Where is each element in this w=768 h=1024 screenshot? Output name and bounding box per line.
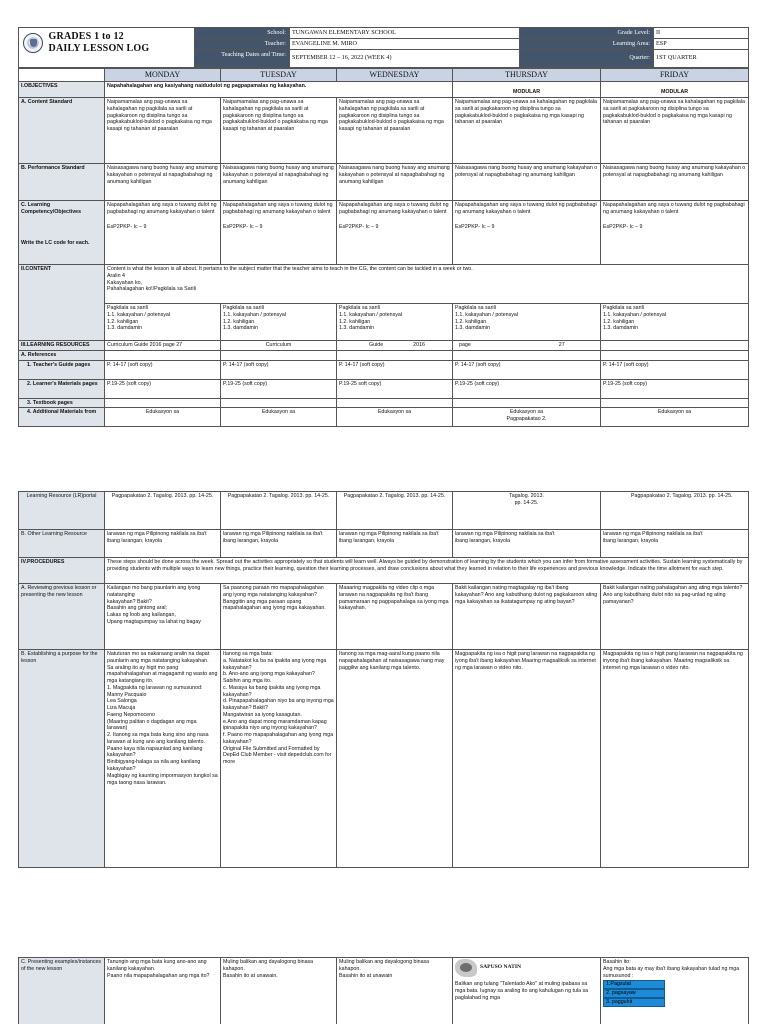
- tg-fri: P. 14-17 (soft copy): [601, 360, 749, 379]
- references-tue: [221, 350, 337, 360]
- references-wed: [337, 350, 453, 360]
- day-monday: MONDAY: [105, 68, 221, 81]
- content-label: II.CONTENT: [19, 265, 105, 341]
- am-tue: Edukasyon sa: [221, 408, 337, 427]
- dates-label: Teaching Dates and Time:: [195, 49, 290, 67]
- school-label: School:: [195, 28, 290, 39]
- purpose-fri: Magpapakita ng isa o higit pang larawan na nagpapakita ng inyong iba't ibang kakayahan. Maaring magsaliksik sa internet ng mga larawan o video nito.: [601, 650, 749, 868]
- deped-seal-icon: [23, 33, 43, 53]
- sapuso-natin-label: SAPUSO NATIN: [480, 964, 522, 971]
- quarter-value: 1ST QUARTER: [654, 49, 749, 67]
- day-tuesday: TUESDAY: [221, 68, 337, 81]
- performance-standard-mon: Naisasagawa nang buong husay ang anumang kakayahan o potensyal at napagbabahagi ng anumang kahiligan: [105, 164, 221, 201]
- cg-guide: Guide: [369, 342, 384, 349]
- teacher-label: Teacher:: [195, 38, 290, 49]
- talent-list: [603, 980, 665, 1007]
- textbook-label: 3. Textbook pages: [19, 398, 105, 408]
- header-table: [18, 27, 749, 68]
- modular-friday: MODULAR: [601, 82, 749, 98]
- performance-standard-label: B. Performance Standard: [19, 164, 105, 201]
- references-fri: [601, 350, 749, 360]
- tg-wed: P. 14-17 (soft copy): [337, 360, 453, 379]
- area-value: ESP: [654, 38, 749, 49]
- textbook-mon: [105, 398, 221, 408]
- am-fri: Edukasyon sa: [601, 408, 749, 427]
- purpose-mon: Natuturan mo sa nakaraang aralin na dapat paunlarin ang mga natatanging kakayahan. Sa araling ito ay higit mo pang mapahahalagahan at magagamit ng wasto ang mga katangiang ito. 1. Magpakita ng larawan ng sumusunod: Manny Pacquaio Lea Salonga Liza Macuja Faeng Nepomoceno (Maaring palitan o dagdagan ang mga larawan) 2. Itanong sa mga bata kung sino ang nasa larawan at kung ano ang kanilang talento. Paano kaya nila napaunlad ang kanilang kakayahan? Binibigyang-halaga sa nila ang kanilang kakayahan? Magbigay ng kaunting impormasyon tungkol sa mga taong nasa larawan.: [105, 650, 221, 868]
- lr-portal-label: Learning Resource (LR)portal: [19, 492, 105, 530]
- content-tue: Pagkilala sa sarili 1.1. kakayahan / potensyal 1.2. kahiligan 1.3. damdamin: [221, 304, 337, 341]
- competency-wed: [337, 201, 453, 265]
- tg-thu: P. 14-17 (soft copy): [453, 360, 601, 379]
- cg-tue: Curriculum: [221, 341, 337, 351]
- title-block: [19, 28, 195, 68]
- other-resource-label: B. Other Learning Resource: [19, 530, 105, 558]
- lesson-log-block-2: [18, 491, 748, 868]
- content-standard-wed: Naipamamalas ang pag-unawa sa kahalagahan ng pagkilala sa sarili at pagkakaroon ng disiplina tungo sa pagkakabuklod-buklod o pagkakaisa ng mga kasapi ng tahanan at paaralan: [337, 98, 453, 164]
- tg-label: 1. Teacher's Guide pages: [19, 360, 105, 379]
- competency-text: Napapahalagahan ang saya o tuwang dulot ng pagbabahagi ng anumang kakayahan o talent: [107, 202, 217, 215]
- competency-mon: [105, 201, 221, 265]
- am-mon: Edukasyon sa: [105, 408, 221, 427]
- lesson-log-block-3: [18, 957, 748, 1024]
- content-standard-label: A. Content Standard: [19, 98, 105, 164]
- presenting-mon: Tanungin ang mga bata kung ano-ano ang kanilang kakayahan. Paano nila mapapahalagahan ang mga ito?: [105, 958, 221, 1024]
- modular-thursday: MODULAR: [453, 82, 601, 98]
- cg-page: page: [459, 342, 471, 349]
- competency-tue: [221, 201, 337, 265]
- references-thu: [453, 350, 601, 360]
- talent-item: 2. pagsayaw: [603, 989, 665, 998]
- portal-thu: Tagalog. 2013. pp. 14-25.: [453, 492, 601, 530]
- objectives-text: Napahahalagahan ang kasiyahang naidudulot ng pagpapamalas ng kakayahan.: [105, 82, 453, 98]
- lc-code: EsP2PKP- Ic – 9: [603, 223, 643, 230]
- quarter-label: Quarter:: [520, 49, 654, 67]
- competency-fri: [601, 201, 749, 265]
- lm-thu: P.19-25 (soft copy): [453, 379, 601, 398]
- reviewing-wed: Maaaring magpakita ng video clip o mga larawan na nagpapakita ng iba't ibang pamamaraan ng pagpapahalaga sa iyong mga kakayahan.: [337, 584, 453, 650]
- competency-text: Napapahalagahan ang saya o tuwang dulot ng pagbabahagi ng anumang kakayahan o talent: [339, 202, 449, 215]
- portal-wed: Pagpapakatao 2. Tagalog. 2013. pp. 14-25.: [337, 492, 453, 530]
- cg-page-num: 27: [558, 342, 565, 349]
- lesson-table-1: [18, 68, 749, 428]
- cg-mon: Curriculum Guide 2016 page 27: [105, 341, 221, 351]
- content-fri: Pagkilala sa sarili 1.1. kakayahan / potensyal 1.2. kahiligan 1.3. damdamin: [601, 304, 749, 341]
- references-label: A. References: [19, 350, 105, 360]
- reviewing-thu: Bakit kailangan nating magtagalay ng iba't ibang kakayahan? Ano ang kabutihang dulot ng pagkakaroon ating mga kakayahan sa ikatatagumpay ng ating bayan?: [453, 584, 601, 650]
- other-tue: larawan ng mga Pilipinong nakilala sa iba't ibang larangan, krayola: [221, 530, 337, 558]
- lc-code: EsP2PKP- Ic – 9: [223, 223, 263, 230]
- lm-fri: P.19-25 (soft copy): [601, 379, 749, 398]
- portal-fri: Pagpapakatao 2. Tagalog. 2013. pp. 14-25.: [601, 492, 749, 530]
- am-thu: Edukasyon sa Pagpapakatao 2.: [453, 408, 601, 427]
- purpose-thu: Magpapakita ng isa o higit pang larawan na nagpapakita ng iyong iba't ibang kakayahan.Maaring magsaliksik sa internet ng mga larawan o video nito.: [453, 650, 601, 868]
- school-value: TUNGAWAN ELEMENTARY SCHOOL: [290, 28, 520, 39]
- content-standard-thu: Naipamamalas ang pag-unawa sa kahalagahan ng pagkilala sa sarili at pagkakaroon ng disiplina tungo sa pagkakabuklod-buklod o pagkakaisa ng mga kasapi ng tahanan at paaralan: [453, 98, 601, 164]
- competency-text: Napapahalagahan ang saya o tuwang dulot ng pagbabahagi ng anumang kakayahan o talent: [223, 202, 333, 215]
- performance-standard-tue: Naisasagawa nang buong husay ang anumang kakayahan o potensyal at napagbabahagi ng anumang kahiligan: [221, 164, 337, 201]
- lesson-table-3: [18, 957, 749, 1024]
- presenting-fri-text: Basahin ito: Ang mga bata ay may iba't ibang kakayahan tulad ng mga sumusunod :: [603, 959, 740, 979]
- textbook-thu: [453, 398, 601, 408]
- reviewing-label: A. Reviewing previous lesson or presenting the new lesson: [19, 584, 105, 650]
- content-intro: Content is what the lesson is all about. It pertains to the subject matter that the teacher aims to teach in the CG, the content can be tackled in a week or two.: [107, 266, 473, 273]
- teacher-value: EVANGELINE M. MIRO: [290, 38, 520, 49]
- cg-year: 2016: [413, 342, 425, 349]
- additional-materials-label: 4. Additional Materials from: [19, 408, 105, 427]
- content-wed: Pagkilala sa sarili 1.1. kakayahan / potensyal 1.2. kahiligan 1.3. damdamin: [337, 304, 453, 341]
- purpose-tue: Itanong sa mga bata: a. Natatakot ka ba na ipakita ang iyong mga kakayahan? b. Ano-ano ang iyong mga kakayahan? Sabihin ang mga ito. c. Masaya ka bang ipakita ang iyong mga kakayahan? d. Pinapapahalagahan niyo ba ang inyong mga kakayahan? Bakit? Mangatwiran sa iyong kasagutan. e.Ano ang dapat mong maramdaman kapag ipinapakita niyo ang inyong kakayahan? f. Paano mo mapapahalagahan ang iyong mga kakayahan? Original File Submitted and Formatted by DepEd Club Member - visit depedclub.com for more: [221, 650, 337, 868]
- other-thu: larawan ng mga Pilipinong nakilala sa iba't ibang larangan, krayola: [453, 530, 601, 558]
- other-fri: larawan ng mga Pilipinong nakilala sa iba't ibang larangan, krayola: [601, 530, 749, 558]
- content-standard-tue: Naipamamalas ang pag-unawa sa kahalagahan ng pagkilala sa sarili at pagkakaroon ng disiplina tungo sa pagkakabuklod-buklod o pagkakaisa ng mga kasapi ng tahanan at paaralan: [221, 98, 337, 164]
- lc-code: EsP2PKP- Ic – 9: [339, 223, 379, 230]
- talent-item: 1.Pagsulat: [603, 980, 665, 989]
- portal-mon: Pagpapakatao 2. Tagalog. 2013. pp. 14-25.: [105, 492, 221, 530]
- reviewing-mon: Kailangan mo bang paunlarin ang iyong natatanging kakayahan? Bakit? Basahin ang gintong aral: Lakas ng loob ang kailangan, Upang magtagumpay sa lahat ng bagay: [105, 584, 221, 650]
- resources-label: III.LEARNING RESOURCES: [19, 341, 105, 351]
- portal-tue: Pagpapakatao 2. Tagalog. 2013. pp. 14-25.: [221, 492, 337, 530]
- title-daily-lesson-log: DAILY LESSON LOG: [48, 43, 150, 54]
- day-friday: FRIDAY: [601, 68, 749, 81]
- presenting-fri: [601, 958, 749, 1024]
- presenting-thu: [453, 958, 601, 1024]
- content-aralin: Aralin 4 Kakayahan ko, Pahahalagahan ko!/Pagkilala sa Sarili: [107, 272, 196, 293]
- content-standard-fri: Naipamamalas ang pag-unawa sa kahalagahan ng pagkilala sa sarili at pagkakaroon ng disiplina tungo sa pagkakabuklod-buklod o pagkakaisa ng mga kasapi ng tahanan at paaralan: [601, 98, 749, 164]
- other-mon: larawan ng mga Pilipinong nakilala sa iba't ibang larangan, krayola: [105, 530, 221, 558]
- content-thu: Pagkilala sa sarili 1.1. kakayahan / potensyal 1.2. kahiligan 1.3. damdamin: [453, 304, 601, 341]
- competency-text: Napapahalagahan ang saya o tuwang dulot ng pagbabahagi ng anumang kakayahan o talent: [603, 202, 745, 215]
- grade-value: II: [654, 28, 749, 39]
- heart-hands-icon: [455, 959, 477, 977]
- performance-standard-wed: Naisasagawa nang buong husay ang anumang kakayahan o potensyal at napagbabahagi ng anumang kahiligan: [337, 164, 453, 201]
- lm-mon: P.19-25 (soft copy): [105, 379, 221, 398]
- competency-label: C. Learning Competency/Objectives: [21, 202, 82, 215]
- reviewing-fri: Bakit kailangan nating pahalagahan ang ating mga talento? Ano ang kabutihang dulot nito sa pag-unlad ng ating pamayanan?: [601, 584, 749, 650]
- procedures-text: These steps should be done across the week. Spread out the activities appropriately so that students will learn well. Always be guided by demonstration of learning by the students which you can infer from formative assessment activities. Sustain learning systematically by providing students with multiple ways to learn new things, practice their learning, question their learning processes, and draw conclusions about what they learned in relation to their life experiences and previous knowledge. Indicate the time allotment for each step.: [105, 558, 749, 584]
- references-mon: [105, 350, 221, 360]
- day-wednesday: WEDNESDAY: [337, 68, 453, 81]
- lc-code: EsP2PKP- Ic – 9: [107, 223, 147, 230]
- talent-item: 3. pagguhit: [603, 998, 665, 1007]
- dates-value: SEPTEMBER 12 – 16, 2022 (WEEK 4): [290, 49, 520, 67]
- content-standard-mon: Naipamamalas ang pag-unawa sa kahalagahan ng pagkilala sa sarili at pagkakaroon ng disiplina tungo sa pagkakabuklod-buklod o pagkakaisa ng mga kasapi ng tahanan at paaralan: [105, 98, 221, 164]
- cg-thu: [453, 341, 601, 351]
- presenting-thu-text: Balikan ang tulang "Talentado Ako" at muling ipabasa sa mga bata. Iugnay sa araling ito ang kahulugan ng tula sa paglalahad ng mga: [455, 981, 589, 1001]
- presenting-tue: Muling balikan ang dayalogong binasa kahapon. Basahin ito at unawain.: [221, 958, 337, 1024]
- textbook-wed: [337, 398, 453, 408]
- performance-standard-fri: Naisasagawa nang buong husay ang anumang kakayahan o potensyal at napagbabahagi ng anumang kahiligan: [601, 164, 749, 201]
- lm-wed: P.19-25 soft copy): [337, 379, 453, 398]
- area-label: Learning Area:: [520, 38, 654, 49]
- textbook-fri: [601, 398, 749, 408]
- purpose-wed: Itanong sa mga mag-aaral kung paano nila napapahalagahan at naisasagawa nang may paggiliw ang kanilang mga talento.: [337, 650, 453, 868]
- cg-wed: [337, 341, 453, 351]
- lc-code: EsP2PKP- Ic – 9: [455, 223, 495, 230]
- lesson-log-block-1: [18, 27, 748, 427]
- title-grades: GRADES 1 to 12: [48, 31, 124, 42]
- grade-label: Grade Level:: [520, 28, 654, 39]
- textbook-tue: [221, 398, 337, 408]
- competency-thu: [453, 201, 601, 265]
- lc-code-note: Write the LC code for each.: [21, 239, 90, 246]
- am-wed: Edukasyon sa: [337, 408, 453, 427]
- competency-text: Napapahalagahan ang saya o tuwang dulot ng pagbabahagi ng anumang kakayahan o talent: [455, 202, 597, 215]
- content-mon: Pagkilala sa sarili 1.1. kakayahan / potensyal 1.2. kahiligan 1.3. damdamin: [105, 304, 221, 341]
- lm-tue: P.19-25 (soft copy): [221, 379, 337, 398]
- procedures-label: IV.PROCEDURES: [19, 558, 105, 584]
- lm-label: 2. Learner's Materials pages: [19, 379, 105, 398]
- objectives-label: I.OBJECTIVES: [19, 82, 105, 98]
- presenting-label: C. Presenting examples/instances of the new lesson: [19, 958, 105, 1024]
- day-thursday: THURSDAY: [453, 68, 601, 81]
- content-intro-cell: [105, 265, 749, 304]
- tg-tue: P. 14-17 (soft copy): [221, 360, 337, 379]
- purpose-label: B. Establishing a purpose for the lesson: [19, 650, 105, 868]
- other-wed: larawan ng mga Pilipinong nakilala sa iba't ibang larangan, krayola: [337, 530, 453, 558]
- sapuso-natin-banner: [455, 959, 598, 977]
- presenting-wed: Muling balikan ang dayalogong binasa kahapon. Basahin ito at unawain: [337, 958, 453, 1024]
- competency-label-cell: [19, 201, 105, 265]
- reviewing-tue: Sa paanong paraan mo mapapahalagahan ang iyong mga natatanging kakayahan? Banggitin ang mga paraan upang mapahalagahan ang iyong mga kakayahan.: [221, 584, 337, 650]
- cg-fri: [601, 341, 749, 351]
- tg-mon: P. 14-17 (soft copy): [105, 360, 221, 379]
- lesson-table-2: [18, 491, 749, 868]
- performance-standard-thu: Naisasagawa nang buong husay ang anumang kakayahan o potensyal at napagbabahagi ng anumang kahiligan: [453, 164, 601, 201]
